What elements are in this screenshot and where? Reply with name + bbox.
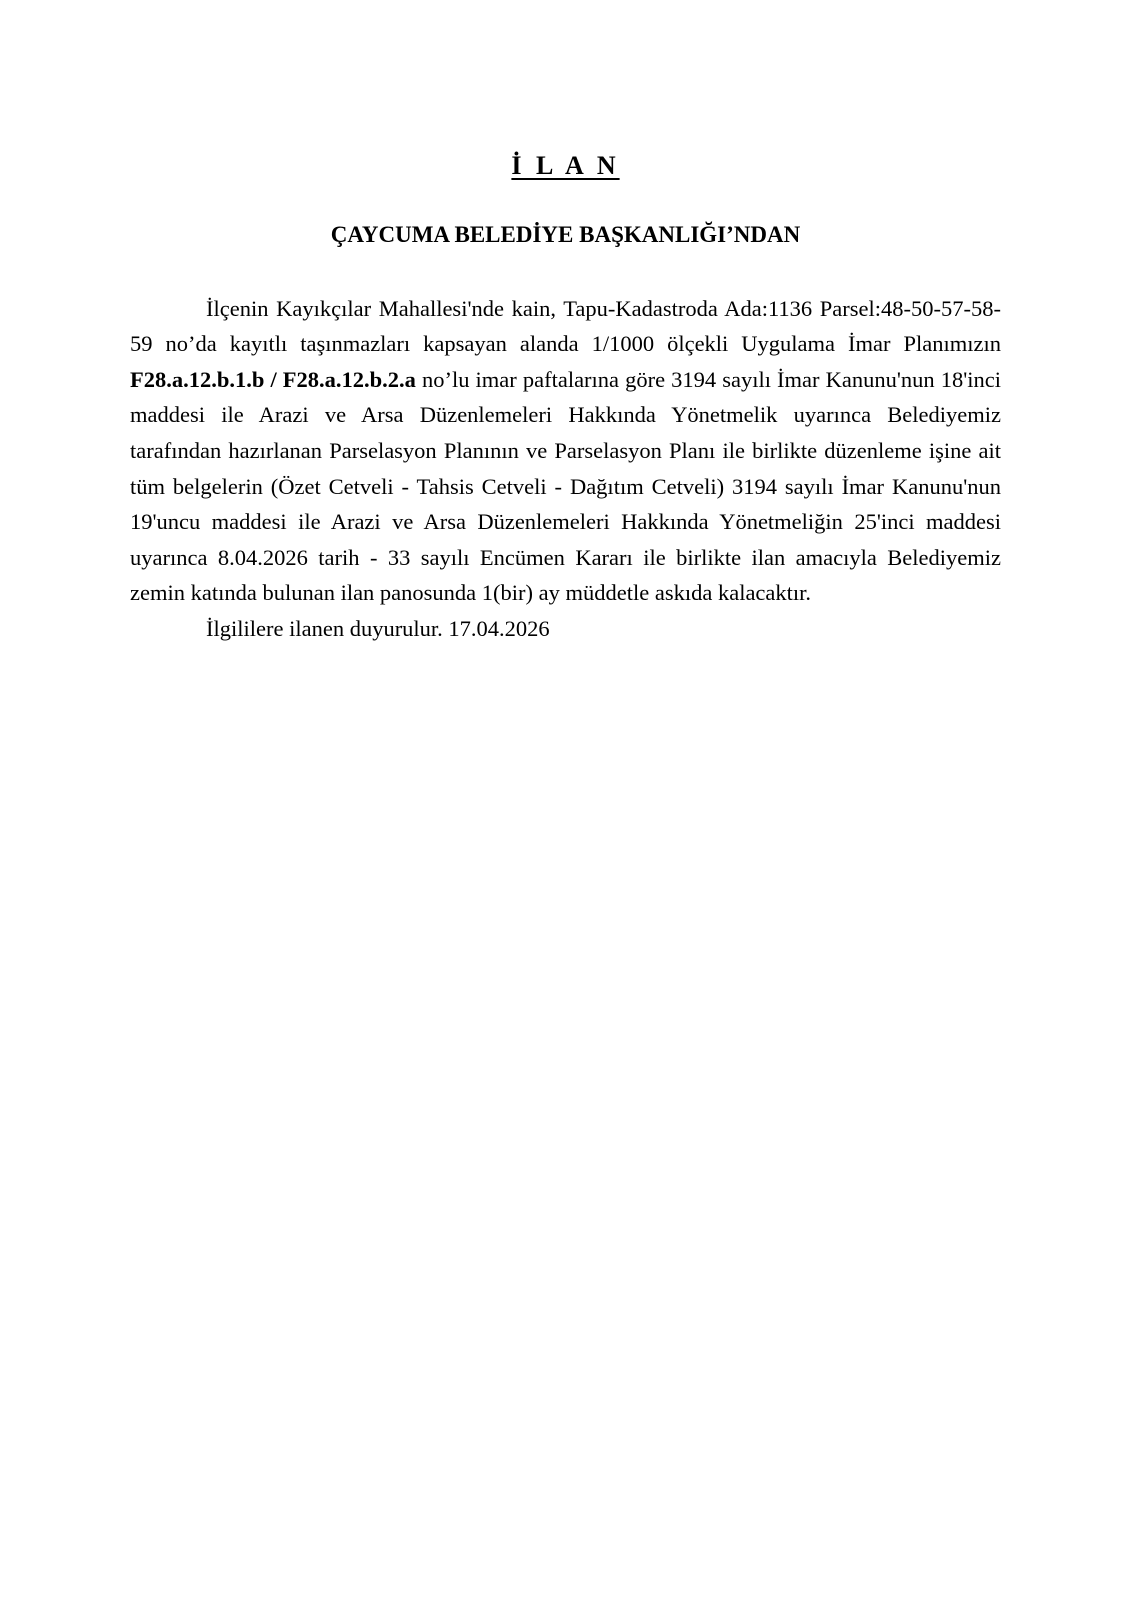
page-title: İ L A N bbox=[511, 151, 620, 180]
paragraph-part-one: İlçenin Kayıkçılar Mahallesi'nde kain, Tapu-Kadastroda Ada:1136 Parsel:48-50-57-58-59 no’da kayıtlı taşınmazları kapsayan alanda 1/1000 ölçekli Uygulama İmar Planımızın bbox=[130, 295, 1001, 357]
plan-sheet-numbers: F28.a.12.b.1.b / F28.a.12.b.2.a bbox=[130, 366, 416, 392]
document-subtitle: ÇAYCUMA BELEDİYE BAŞKANLIĞI’NDAN bbox=[330, 222, 801, 248]
closing-line bbox=[130, 611, 1001, 647]
closing-text: İlgililere ilanen duyurulur. 17.04.2026 bbox=[206, 615, 550, 641]
announcement-paragraph bbox=[130, 291, 1001, 611]
paragraph-part-two: no’lu imar paftalarına göre 3194 sayılı İmar Kanunu'nun 18'inci maddesi ile Arazi ve Arsa Düzenlemeleri Hakkında Yönetmelik uyarınca Belediyemiz tarafından hazırlanan Parselasyon Planının ve Parselasyon Planı ile birlikte düzenleme işine ait tüm belgelerin (Özet Cetveli - Tahsis Cetveli - Dağıtım Cetveli) 3194 sayılı İmar Kanunu'nun 19'uncu maddesi ile Arazi ve Arsa Düzenlemeleri Hakkında Yönetmeliğin 25'inci maddesi uyarınca 8.04.2026 tarih - 33 sayılı Encümen Kararı ile birlikte ilan amacıyla Belediyemiz zemin katında bulunan ilan panosunda 1(bir) ay müddetle askıda kalacaktır. bbox=[130, 366, 1001, 606]
